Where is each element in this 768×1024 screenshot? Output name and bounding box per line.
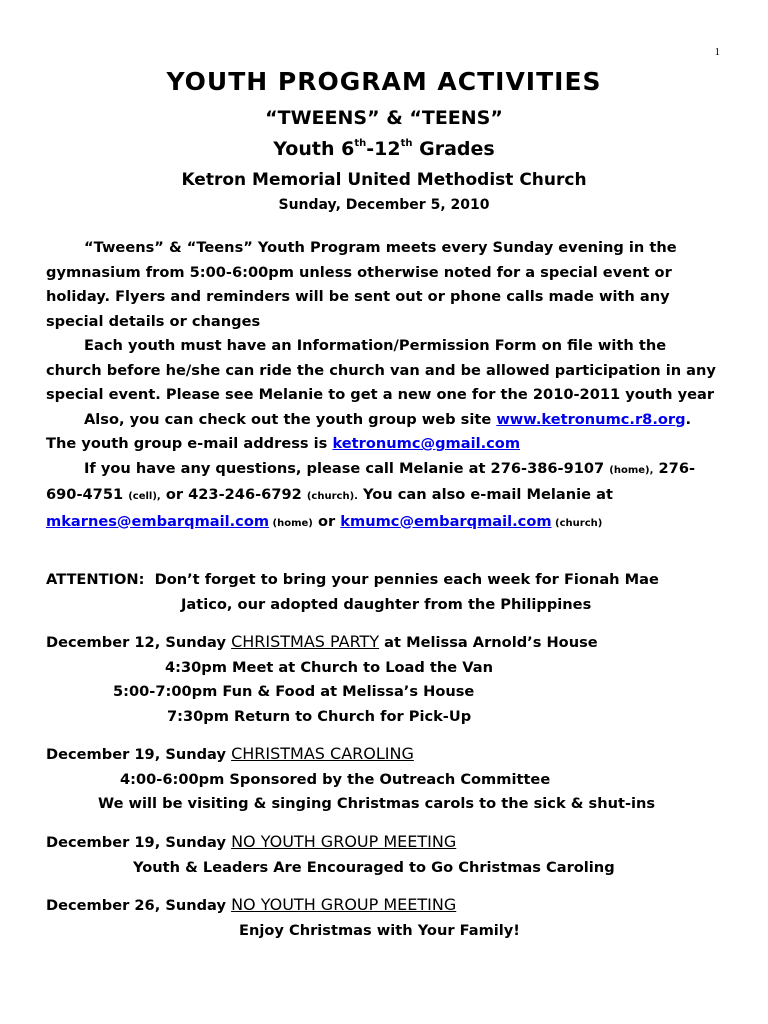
grades-suffix: Grades	[412, 138, 495, 160]
grades-mid: -12	[366, 138, 401, 160]
event-heading	[46, 830, 746, 856]
church-name: Ketron Memorial United Methodist Church	[181, 170, 587, 190]
event-name: CHRISTMAS CAROLING	[231, 744, 414, 763]
event-date: December 12, Sunday	[46, 634, 232, 651]
event-detail: 5:00-7:00pm Fun & Food at Melissa’s House	[113, 683, 475, 700]
contact-text-b: 276-690-4751	[46, 459, 696, 503]
home-tag: (home),	[609, 464, 654, 476]
event-christmas-party	[46, 630, 746, 729]
attention-label: ATTENTION:	[46, 571, 145, 588]
event-name: CHRISTMAS PARTY	[231, 632, 380, 651]
attention-line-2: Jatico, our adopted daughter from the Philippines	[181, 595, 592, 613]
page-number: 1	[714, 46, 720, 58]
melanie-home-email-link[interactable]: mkarnes@embarqmail.com	[46, 512, 270, 530]
event-detail: 4:00-6:00pm Sponsored by the Outreach Committee	[120, 770, 551, 788]
intro-paragraph-4	[46, 457, 726, 537]
event-date: December 19, Sunday	[46, 834, 232, 851]
event-detail: 4:30pm Meet at Church to Load the Van	[165, 658, 493, 676]
event-christmas-caroling	[46, 742, 746, 817]
contact-text-c: or 423-246-6792	[160, 486, 307, 503]
event-date: December 26, Sunday	[46, 897, 232, 914]
grades-sup-1: th	[354, 138, 367, 149]
intro-paragraph-2: Each youth must have an Information/Permission Form on file with the church before he/she can ride the church van and be allowed participation in any special event. Please see Melanie to get a new one for the 2010-2011 youth year	[46, 337, 716, 403]
event-name: NO YOUTH GROUP MEETING	[231, 832, 457, 851]
contact-text-a: If you have any questions, please call Melanie at 276-386-9107	[84, 459, 610, 477]
or-text: or	[312, 512, 341, 530]
website-text: Also, you can check out the youth group web site	[84, 410, 497, 428]
website-link[interactable]: www.ketronumc.r8.org	[496, 410, 686, 428]
grades-prefix: Youth 6	[273, 138, 355, 160]
event-rest: at Melissa Arnold’s House	[379, 634, 598, 651]
cell-tag: (cell),	[128, 491, 161, 502]
event-date: December 19, Sunday	[46, 746, 232, 763]
attention-text-1: Don’t forget to bring your pennies each week for Fionah Mae	[154, 571, 659, 588]
page-subtitle: “TWEENS” & “TEENS”	[265, 107, 503, 129]
event-heading	[46, 893, 746, 919]
event-detail: 7:30pm Return to Church for Pick-Up	[167, 707, 472, 725]
youth-email-link[interactable]: ketronumc@gmail.com	[332, 435, 521, 452]
email1-tag: (home)	[269, 517, 313, 529]
event-no-meeting-dec19	[46, 830, 746, 880]
event-detail: We will be visiting & singing Christmas carols to the sick & shut-ins	[98, 795, 656, 812]
event-heading	[46, 630, 746, 656]
intro-paragraph-1: “Tweens” & “Teens” Youth Program meets every Sunday evening in the gymnasium from 5:00-6:00pm unless otherwise noted for a special event or holiday. Flyers and reminders will be sent out or phone calls made with any special details or changes	[46, 239, 677, 330]
intro-section	[46, 236, 726, 536]
event-heading	[46, 742, 746, 768]
event-detail: Youth & Leaders Are Encouraged to Go Christmas Caroling	[133, 858, 615, 876]
event-no-meeting-dec26	[46, 893, 746, 943]
grades-sup-2: th	[400, 138, 413, 149]
document-date: Sunday, December 5, 2010	[278, 197, 490, 213]
email2-tag: (church)	[551, 517, 603, 529]
email-text: . The youth group e-mail address is	[46, 410, 692, 452]
page-title: YOUTH PROGRAM ACTIVITIES	[166, 67, 602, 96]
contact-text-d: You can also e-mail Melanie at	[357, 486, 613, 503]
grades-heading	[0, 138, 768, 160]
event-name: NO YOUTH GROUP MEETING	[231, 895, 457, 914]
church-tag: (church).	[306, 491, 358, 502]
attention-line-1	[46, 568, 726, 593]
event-detail: Enjoy Christmas with Your Family!	[239, 921, 520, 939]
intro-paragraph-3	[46, 408, 726, 457]
melanie-church-email-link[interactable]: kmumc@embarqmail.com	[340, 512, 552, 530]
attention-section	[46, 568, 726, 617]
